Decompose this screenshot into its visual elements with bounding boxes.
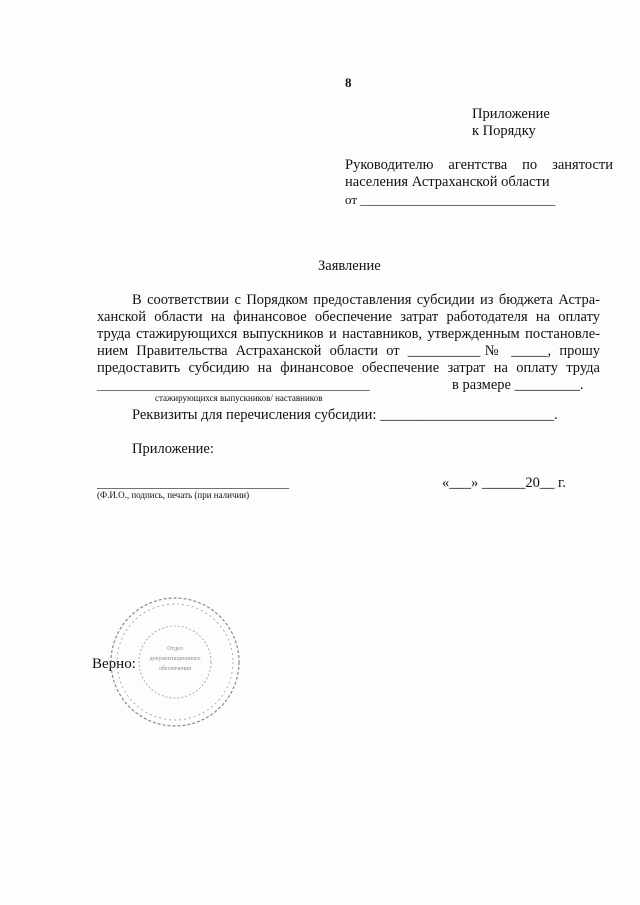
official-stamp <box>105 592 245 732</box>
body-line-2: ханской области на финансовое обеспечение затрат работодателя на оплату <box>97 309 600 325</box>
addressee-line-2: населения Астраханской области <box>345 174 550 190</box>
appendix-line-2: к Порядку <box>472 123 536 139</box>
page-number: 8 <box>345 75 352 90</box>
svg-text:обеспечения: обеспечения <box>158 666 192 672</box>
addressee-line-1: Руководителю агентства по занятости <box>345 157 613 173</box>
signature-line: ________________________________ <box>97 476 289 490</box>
document-title: Заявление <box>318 258 381 274</box>
svg-text:Отдел: Отдел <box>167 646 183 652</box>
body-line-5: предоставить субсидию на финансовое обеспечение затрат на оплату труда <box>97 360 600 376</box>
certification-label: Верно: <box>92 656 136 672</box>
body-line-4: нием Правительства Астраханской области от __________№ _____, прошу <box>97 343 600 359</box>
body-line-1: В соответствии с Порядком предоставления субсидии из бюджета Астра- <box>132 292 600 308</box>
date-line: «___» ______20__ г. <box>442 475 566 491</box>
appendix-line-1: Приложение <box>472 106 550 122</box>
signature-caption: (Ф.И.О., подпись, печать (при наличии) <box>97 490 250 500</box>
requisites-line: Реквизиты для перечисления субсидии: ________________________. <box>132 407 558 423</box>
body-note: стажирующихся выпускников/ наставников <box>155 393 323 403</box>
body-line-6-blank: _______________________________________________ <box>97 378 370 392</box>
body-line-3: труда стажирующихся выпускников и наставников, утвержденным постановле- <box>97 326 600 342</box>
body-line-6-tail: в размере _________. <box>452 377 584 393</box>
svg-text:документационного: документационного <box>149 656 201 662</box>
attachment-label: Приложение: <box>132 441 214 457</box>
addressee-line-3: от ______________________________ <box>345 192 556 207</box>
